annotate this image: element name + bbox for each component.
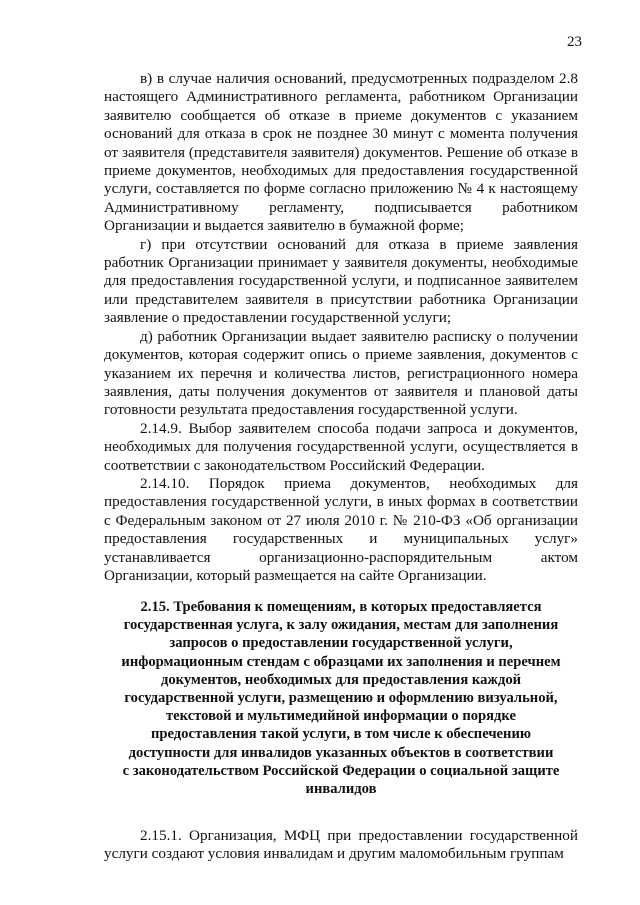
heading-line: государственная услуга, к залу ожидания, местам для заполнения bbox=[123, 617, 559, 634]
heading-line: документов, необходимых для предоставления каждой bbox=[160, 671, 522, 688]
body-text bbox=[104, 70, 578, 585]
paragraph-v: в) в случае наличия оснований, предусмотренных подразделом 2.8 настоящего Административного регламента, работником Организации заявителю сообщается об отказе в приеме документов с указанием оснований для отказа в срок не позднее 30 минут с момента получения от заявителя (представителя заявителя) документов. Решение об отказе в приеме документов, необходимых для предоставления государственной услуги, составляется по форме согласно приложению № 4 к настоящему Административному регламенту, подписывается работником Организации и выдается заявителю в бумажной форме; bbox=[104, 70, 578, 235]
paragraph-2-14-10: 2.14.10. Порядок приема документов, необходимых для предоставления государственной услуги, в иных формах в соответствии с Федеральным законом от 27 июля 2010 г. № 210-ФЗ «Об организации предоставления государственных и муниципальных услуг» устанавливается организационно-распорядительным актом Организации, который размещается на сайте Организации. bbox=[104, 474, 578, 584]
heading-line: предоставления такой услуги, в том числе к обеспечению bbox=[150, 726, 531, 743]
page-number: 23 bbox=[567, 34, 582, 50]
paragraph-2-14-9: 2.14.9. Выбор заявителем способа подачи запроса и документов, необходимых для получения государственной услуги, осуществляется в соответствии с законодательством Российский Федерации. bbox=[104, 419, 578, 474]
section-heading-2-15 bbox=[104, 598, 578, 798]
tail-text bbox=[104, 827, 578, 864]
heading-line: 2.15. Требования к помещениям, в которых предоставляется bbox=[140, 599, 542, 615]
heading-line: информационным стендам с образцами их заполнения и перечнем bbox=[121, 653, 561, 670]
heading-line: государственной услуги, размещению и оформлению визуальной, bbox=[124, 690, 558, 707]
paragraph-2-15-1: 2.15.1. Организация, МФЦ при предоставлении государственной услуги создают условия инвалидам и другим маломобильным группам bbox=[104, 827, 578, 863]
heading-line: инвалидов bbox=[305, 781, 377, 798]
paragraph-d: д) работник Организации выдает заявителю расписку о получении документов, которая содержит опись о приеме заявления, документов с указанием их перечня и количества листов, регистрационного номера заявления, даты получения документов от заявителя и плановой даты готовности результата предоставления государственной услуги. bbox=[104, 327, 578, 419]
heading-line: доступности для инвалидов указанных объектов в соответствии bbox=[128, 744, 554, 761]
heading-line: текстовой и мультимедийной информации о порядке bbox=[166, 708, 516, 725]
heading-line: с законодательством Российской Федерации о социальной защите bbox=[122, 762, 560, 779]
heading-line: запросов о предоставлении государственной услуги, bbox=[169, 635, 513, 652]
paragraph-g: г) при отсутствии оснований для отказа в приеме заявления работник Организации принимает у заявителя документы, необходимые для предоставления государственной услуги, и подписанное заявителем или представителем заявителя в присутствии работника Организации заявление о предоставлении государственной услуги; bbox=[104, 235, 578, 327]
